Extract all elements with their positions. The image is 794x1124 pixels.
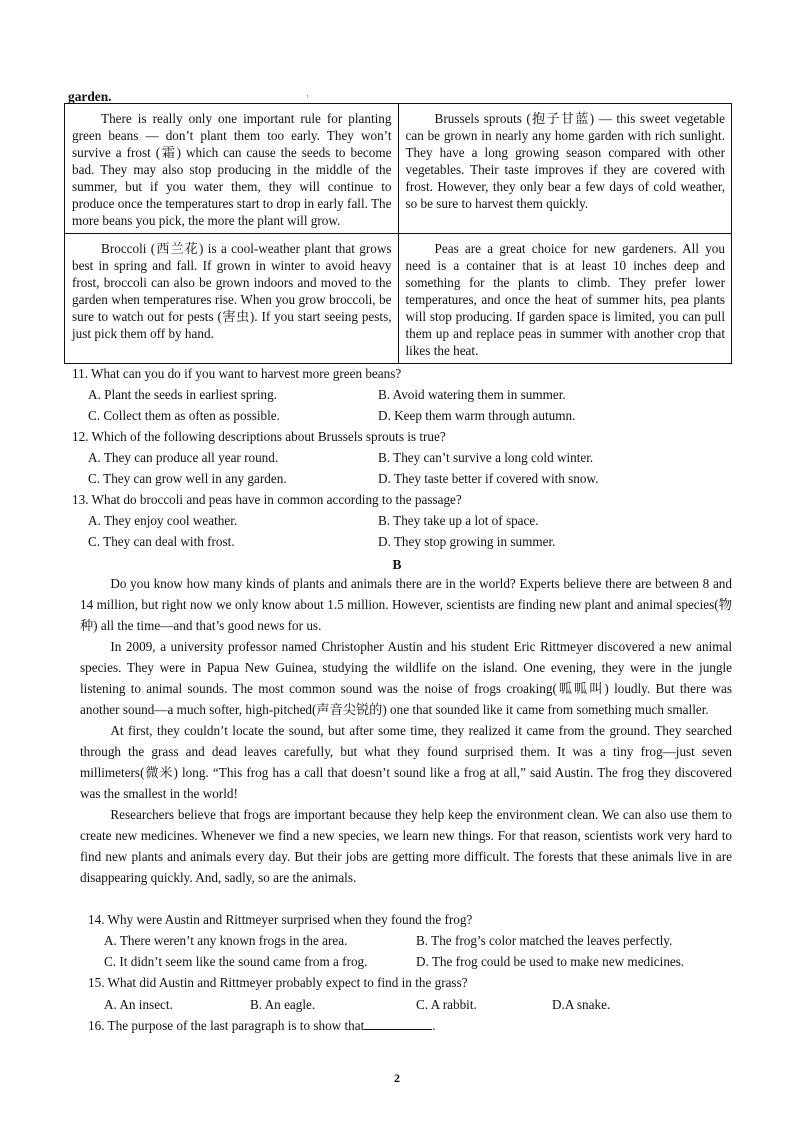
question-12-option-c: C. They can grow well in any garden.	[88, 471, 287, 486]
question-13-option-b: B. They take up a lot of space.	[378, 513, 539, 528]
passage-b-paragraph-1: Do you know how many kinds of plants and animals there are in the world? Experts believe there are between 8 and 14 million, but right now we only know about 1.5 million. However, scientists are finding new plant and animal species(物种) all the time—and that’s good news for us.	[80, 576, 732, 633]
box-brussels-sprouts: Brussels sprouts (抱子甘蓝) — this sweet vegetable can be grown in nearly any home garden with rich sunlight. They have a long growing season compared with other vegetables. Their taste improves if they are covered with frost. However, they only bear a few days of cold weather, so be sure to harvest them quickly.	[398, 104, 732, 234]
question-14-option-a: A. There weren’t any known frogs in the area.	[104, 933, 348, 948]
question-12-option-b: B. They can’t survive a long cold winter.	[378, 450, 594, 465]
passage-b-paragraph-2: In 2009, a university professor named Christopher Austin and his student Eric Rittmeyer discovered a new animal species. They were in Papua New Guinea, studying the wildlife on the island. One evening, they were in the jungle listening to animal sounds. The most common sound was the noise of frogs croaking(呱呱叫) loudly. But there was another sound—a much softer, high-pitched(声音尖锐的) one that sounded like it came from something much smaller.	[80, 639, 732, 717]
question-13-stem: 13. What do broccoli and peas have in common according to the passage?	[72, 492, 462, 507]
lead-word: garden.	[68, 89, 112, 104]
stray-dot: ·	[306, 91, 309, 101]
answer-blank[interactable]	[364, 1016, 432, 1030]
question-14-option-b: B. The frog’s color matched the leaves perfectly.	[416, 933, 673, 948]
question-12-stem: 12. Which of the following descriptions about Brussels sprouts is true?	[72, 429, 446, 444]
question-11-option-d: D. Keep them warm through autumn.	[378, 408, 576, 423]
question-15-option-a: A. An insect.	[104, 997, 173, 1012]
question-15-stem: 15. What did Austin and Rittmeyer probably expect to find in the grass?	[88, 975, 468, 990]
question-13-option-c: C. They can deal with frost.	[88, 534, 235, 549]
question-16-end: .	[432, 1018, 436, 1033]
passage-b-paragraph-3: At first, they couldn’t locate the sound, but after some time, they realized it came from the ground. They searched through the grass and dead leaves carefully, but what they found surprised them. It was a tiny frog—just seven millimeters(微米) long. “This frog has a call that doesn’t sound like a frog at all,” said Austin. The frog they discovered was the smallest in the world!	[80, 723, 732, 801]
vegetable-info-table	[64, 103, 732, 364]
question-16	[88, 1016, 436, 1036]
question-11-option-a: A. Plant the seeds in earliest spring.	[88, 387, 277, 402]
question-13-option-a: A. They enjoy cool weather.	[88, 513, 238, 528]
passage-b-paragraph-4: Researchers believe that frogs are important because they help keep the environment clean. We can also use them to create new medicines. Whenever we find a new species, we learn new things. For that reason, scientists work very hard to find new plants and animals every day. But their jobs are getting more difficult. The forests that these animals live in are disappearing quickly. And, sadly, so are the animals.	[80, 807, 732, 885]
question-11-option-c: C. Collect them as often as possible.	[88, 408, 280, 423]
box-peas: Peas are a great choice for new gardeners. All you need is a container that is at least 10 inches deep and something for the plants to climb. They prefer lower temperatures, and once the heat of summer hits, pea plants will stop producing. If garden space is limited, you can pull them up and replace peas in summer with another crop that likes the heat.	[398, 234, 732, 364]
question-14-option-d: D. The frog could be used to make new medicines.	[416, 954, 685, 969]
passage-b	[80, 573, 732, 888]
box-broccoli: Broccoli (西兰花) is a cool-weather plant that grows best in spring and fall. If grown in winter to avoid heavy frost, broccoli can also be grown indoors and moved to the garden when temperatures rise. When you grow broccoli, be sure to watch out for pests (害虫). If you start seeing pests, just pick them off by hand.	[65, 234, 399, 364]
question-12-option-d: D. They taste better if covered with snow.	[378, 471, 599, 486]
question-15-option-b: B. An eagle.	[250, 997, 316, 1012]
question-12-option-a: A. They can produce all year round.	[88, 450, 279, 465]
page-number: 2	[394, 1071, 400, 1085]
question-15-option-c: C. A rabbit.	[416, 997, 477, 1012]
section-b-heading: B	[392, 557, 402, 572]
question-15-option-d: D.A snake.	[552, 997, 611, 1012]
question-14-option-c: C. It didn’t seem like the sound came from a frog.	[104, 954, 368, 969]
question-14-stem: 14. Why were Austin and Rittmeyer surprised when they found the frog?	[88, 912, 473, 927]
box-green-beans: There is really only one important rule for planting green beans — don’t plant them too early. They won’t survive a frost (霜) which can cause the seeds to become bad. They may also stop producing in the middle of the summer, but if you water them, they will continue to produce once the temperatures start to drop in early fall. The more beans you pick, the more the plant will grow.	[65, 104, 399, 234]
question-11-stem: 11. What can you do if you want to harvest more green beans?	[72, 366, 402, 381]
question-16-stem: 16. The purpose of the last paragraph is to show that	[88, 1018, 365, 1033]
question-13-option-d: D. They stop growing in summer.	[378, 534, 556, 549]
question-11-option-b: B. Avoid watering them in summer.	[378, 387, 566, 402]
